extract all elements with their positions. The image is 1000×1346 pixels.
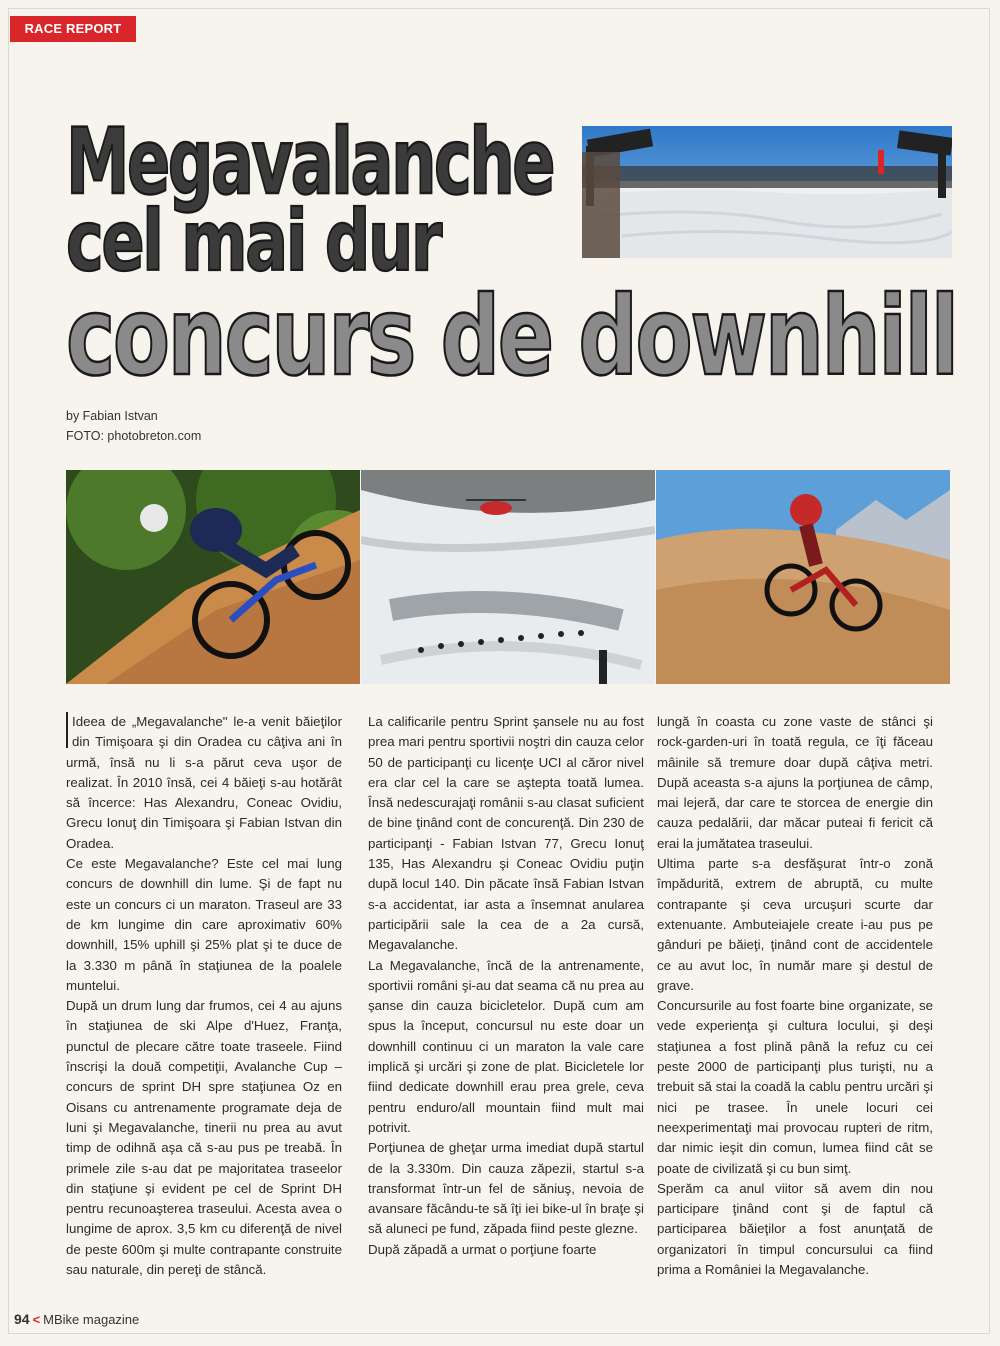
- paragraph: După zăpadă a urmat o porţiune foarte: [368, 1241, 597, 1257]
- paragraph: După un drum lung dar frumos, cei 4 au ajuns în staţiunea de ski Alpe d'Huez, Franţa, punctul de plecare către toate traseele. Fiind înscrişi la două competiţii, Avalanche Cup – concurs de sprint DH spre staţiunea Oz en Oisans cu antrenamente programate deja de luni şi Megavalanche, tinerii nu prea au avut timp de odihnă aşa că s-au pus pe treabă. În primele zile s-au dat pe majoritatea traseelor din staţiune şi evident pe cel de Sprint DH pentru recunoaşterea traseului. Acesta avea o lungime de aprox. 3,5 km cu diferenţă de nivel de peste 600m şi multe contrapante construite sau naturale, din pereţi de stâncă.: [66, 998, 342, 1278]
- paragraph: Ce este Megavalanche? Este cel mai lung concurs de downhill din lume. Şi de fapt nu este un concurs ci un maraton. Traseul are 33 de km lungime din care aproximativ 60% downhill, 15% uphill şi 25% plat şi te duce de la 3.330 m până în staţiunea de la poalele muntelui.: [66, 856, 342, 993]
- photo-rider-rocks: [656, 470, 950, 684]
- article-column-3: [657, 712, 933, 1302]
- drop-cap-bar: [66, 712, 68, 748]
- paragraph: La Megavalanche, încă de la antrenamente, sportivii români şi-au dat seama că nu prea au şanse din cauza bicicletelor. După cum am spus la început, concursul nu este doar un downhill continuu ci un maraton la vale care implică şi urcări şi zone de plat. Bicicletele lor fiind dedicate downhill erau prea grele, ceva pentru enduro/all mountain fiind mult mai potrivit.: [368, 957, 644, 1135]
- headline-line-2: cel mai dur: [66, 192, 440, 290]
- page-footer: [14, 1311, 139, 1327]
- paragraph: Ideea de „Megavalanche" le-a venit băieţilor din Timişoara şi din Oradea cu câţiva ani în urmă, însă nu li s-a părut ceva uşor de realizat. În 2010 însă, cei 4 băieţi s-au hotărât să încerce: Has Alexandru, Coneac Ovidiu, Grecu Ionuţ din Timişoara şi Fabian Istvan din Oradea.: [66, 714, 342, 851]
- paragraph: Sperăm ca anul viitor să avem din nou participare ţinând cont şi de faptul că participarea băieţilor a fost anunţată de organizatori în timpul concursului ca fiind prima a României la Megavalanche.: [657, 1180, 933, 1278]
- byline: [66, 406, 201, 446]
- headline-line-1: Megavalanche: [66, 108, 554, 215]
- photo-race-start: [582, 126, 952, 258]
- paragraph: Concursurile au fost foarte bine organizate, se vede experienţa şi cultura locului, şi deşi staţiunea a fost plină până la refuz cu cei peste 2000 de participanţi plus turişti, nu a trebuit să stai la coadă la cablu pentru urcări şi nici pe trasee. În unele locuri cei neexperimentaţi mai provocau rupteri de ritm, dar nimic ieşit din comun, lumea fiind cât se poate de civilizată şi cu bun simţ.: [657, 998, 933, 1176]
- section-badge: RACE REPORT: [10, 16, 136, 42]
- photo-rider-forest: [66, 470, 360, 684]
- photo-credit: FOTO: photobreton.com: [66, 429, 202, 443]
- paragraph: La calificarile pentru Sprint şansele nu au fost prea mari pentru sportivii noştri din cauza celor 50 de participanţi cu licenţe UCI al căror nivel era clar cel la care se aştepta toată lumea. Însă nedescurajaţi românii s-au clasat suficient de bine ţinând cont de concurenţă. Din 230 de participanţi - Fabian Istvan 77, Grecu Ionuţ 135, Has Alexandru şi Coneac Ovidiu puţin după locul 140. Din păcate însă Fabian Istvan s-a accidentat, iar asta a însemnat anularea participării sale la cea de a 2a cursă, Megavalanche.: [368, 714, 644, 953]
- photo-snow-helicopter: [361, 470, 655, 684]
- article-column-1: [66, 712, 342, 1302]
- paragraph: Porţiunea de gheţar urma imediat după startul de la 3.330m. Din cauza zăpezii, startul s-a transformat într-un fel de săniuş, nevoia de avansare făcându-te să îţi iei bike-ul în braţe şi să aluneci pe fund, zăpada fiind peste glezne.: [368, 1140, 644, 1237]
- headline-line-3: concurs de downhill: [66, 272, 957, 401]
- paragraph: Ultima parte s-a desfăşurat într-o zonă împădurită, extrem de abruptă, cu multe contrapante şi ceva urcuşuri scurte dar extenuante. Ambuteiajele create i-au pus pe gânduri pe băieţi, ţinând cont de accidentele ce au avut loc, în număr mare şi destul de grave.: [657, 856, 933, 993]
- author-credit: by Fabian Istvan: [66, 409, 158, 423]
- chevron-left-icon: <: [32, 1312, 41, 1327]
- magazine-name: MBike magazine: [43, 1312, 140, 1327]
- article-column-2: [368, 712, 644, 1302]
- page-number: 94: [14, 1311, 30, 1327]
- paragraph: lungă în coasta cu zone vaste de stânci şi rock-garden-uri în toată regula, ce îţi făceau mâinile să tremure doar după câţiva metri. După aceasta s-a ajuns la porţiunea de câmp, mai lejeră, dar care te storcea de energie din cauza pedalării, dar măcar puteai fi fericit că erai la jumătatea traseului.: [657, 714, 933, 851]
